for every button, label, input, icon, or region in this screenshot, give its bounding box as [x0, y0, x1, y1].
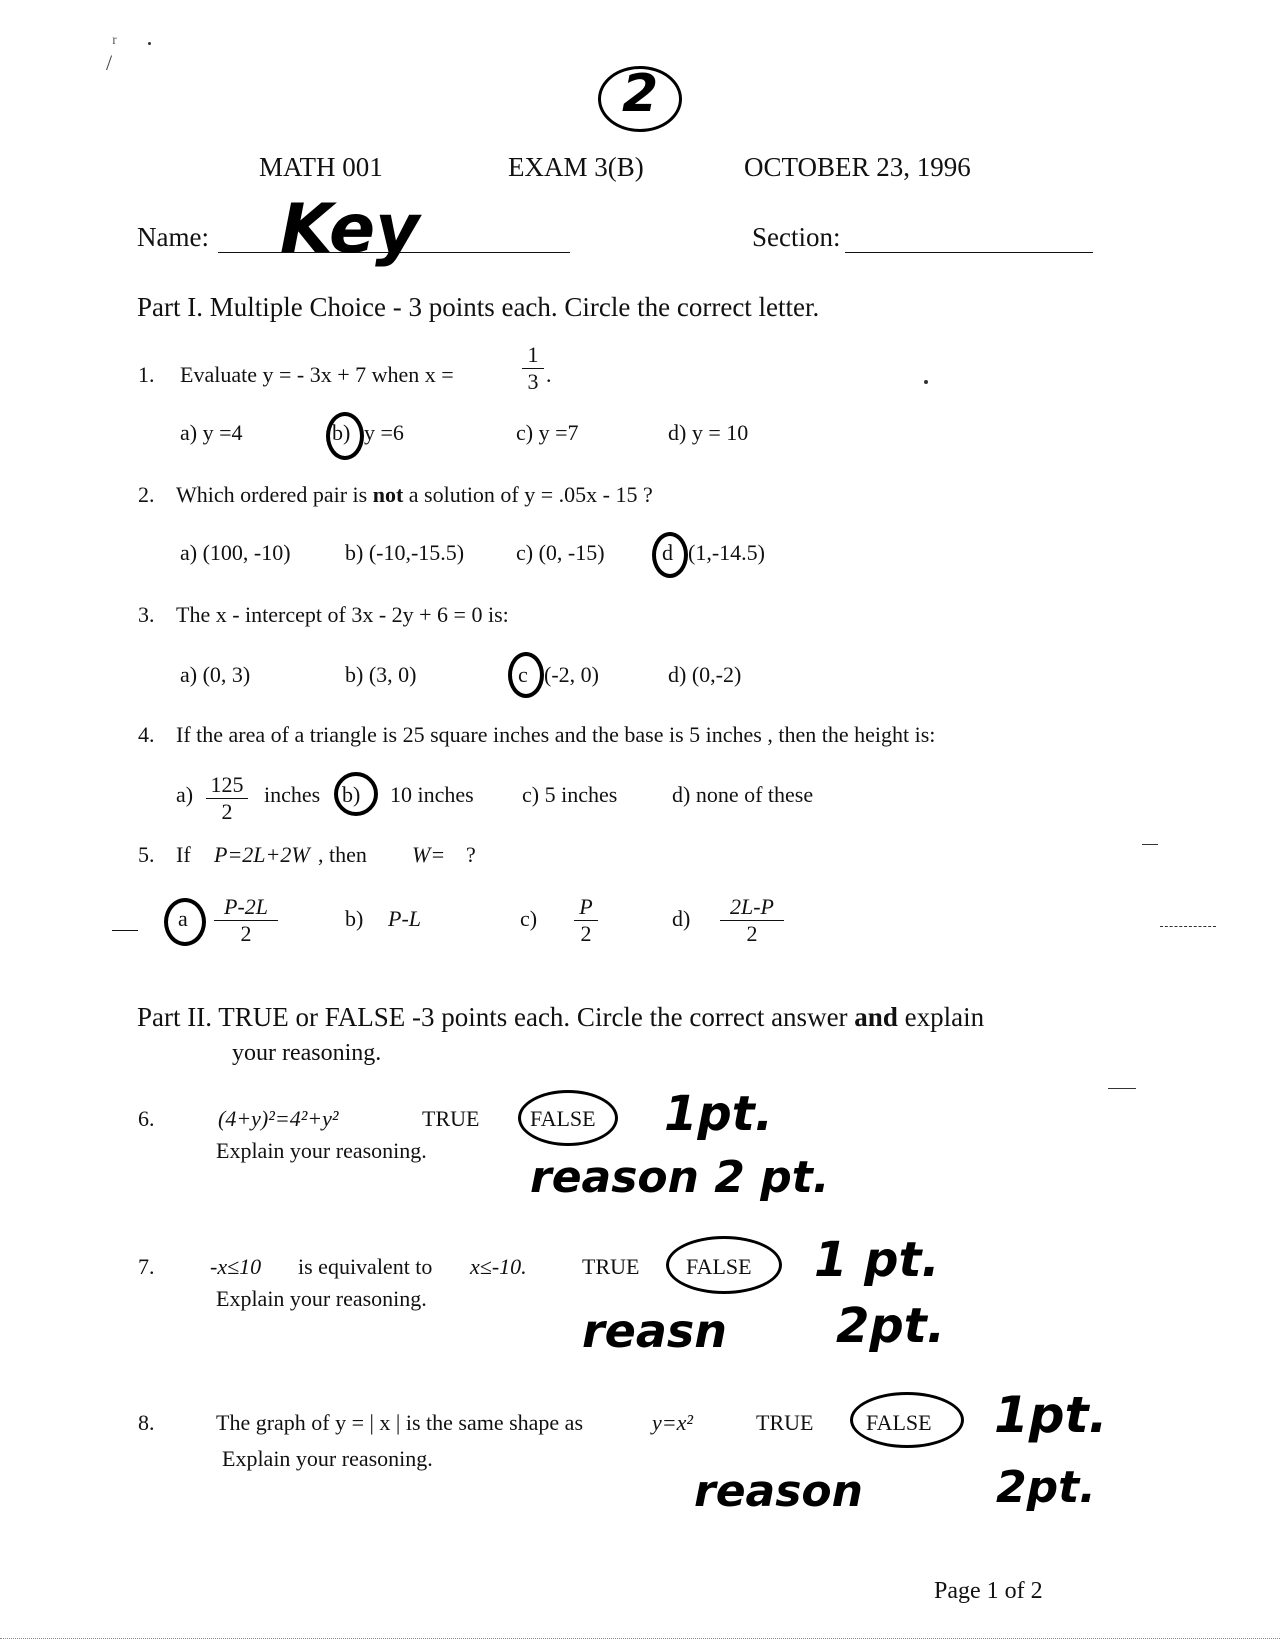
q1-period: .: [546, 362, 552, 387]
page-footer: Page 1 of 2: [934, 1578, 1043, 1604]
q3-option-c: (-2, 0): [544, 662, 599, 687]
q6-explain: Explain your reasoning.: [216, 1138, 427, 1163]
name-label: Name:: [137, 222, 209, 252]
section-line: [845, 252, 1093, 253]
q8-explain: Explain your reasoning.: [222, 1446, 433, 1471]
part2-heading-post: explain: [897, 1002, 985, 1032]
q2-option-d: (1,-14.5): [688, 540, 765, 565]
q4-option-a-fraction: [206, 772, 248, 825]
q3-option-b: b) (3, 0): [345, 662, 417, 687]
q5-question-mark: ?: [466, 842, 476, 867]
margin-dash: [1160, 926, 1216, 927]
q4-a-num: 125: [206, 772, 248, 799]
q6-score-answer: 1pt.: [664, 1086, 773, 1142]
q1-number: 1.: [138, 362, 155, 387]
q7-expression-b: x≤-10.: [470, 1254, 527, 1279]
part1-heading: Part I. Multiple Choice - 3 points each. Circle the correct letter.: [137, 292, 820, 322]
q3-number: 3.: [138, 602, 155, 627]
q1-frac-num: 1: [522, 342, 544, 369]
q8-score-answer: 1pt.: [994, 1386, 1108, 1444]
margin-dash: [112, 930, 138, 931]
exam-date: OCTOBER 23, 1996: [744, 152, 971, 182]
q7-score-reason-points: 2pt.: [836, 1298, 945, 1354]
q7-score-answer: 1 pt.: [814, 1232, 940, 1288]
q8-score-reason: reason: [694, 1466, 863, 1517]
q8-expression: y=x²: [652, 1410, 693, 1435]
q5-option-a-letter: a: [178, 906, 188, 931]
q7-mid: is equivalent to: [298, 1254, 433, 1279]
q5-a-num: P-2L: [214, 894, 278, 921]
q5-then: , then: [318, 842, 367, 867]
margin-dash: [1108, 1088, 1136, 1089]
q4-a-den: 2: [221, 799, 233, 824]
q5-d-num: 2L-P: [720, 894, 784, 921]
stray-dot: [148, 42, 151, 45]
q5-option-b: P-L: [388, 906, 421, 931]
q7-expression-a: -x≤10: [210, 1254, 262, 1279]
q8-true: TRUE: [756, 1410, 814, 1435]
q5-a-den: 2: [240, 921, 252, 946]
q7-number: 7.: [138, 1254, 155, 1279]
exam-title: EXAM 3(B): [508, 152, 644, 182]
q8-number: 8.: [138, 1410, 155, 1435]
q6-true: TRUE: [422, 1106, 480, 1131]
q5-d-den: 2: [746, 921, 758, 946]
q4-option-d: d) none of these: [672, 782, 814, 807]
q6-false: FALSE: [530, 1106, 596, 1131]
q8-stem: The graph of y = | x | is the same shape as: [216, 1410, 584, 1435]
q2-number: 2.: [138, 482, 155, 507]
q1-fraction: [522, 342, 544, 395]
margin-dash: [1142, 844, 1158, 845]
q5-option-b-label: b): [345, 906, 364, 931]
q5-w: W=: [412, 842, 446, 867]
q2-option-b: b) (-10,-15.5): [345, 540, 465, 565]
q5-option-c-label: c): [520, 906, 538, 931]
q4-option-c: c) 5 inches: [522, 782, 618, 807]
q2-stem-post: a solution of y = .05x - 15 ?: [403, 482, 653, 507]
q1-option-a: a) y =4: [180, 420, 243, 445]
q4-option-a-label: a): [176, 782, 194, 807]
q3-option-c-letter: c: [518, 662, 528, 687]
q2-option-c: c) (0, -15): [516, 540, 605, 565]
page-mark: 2: [622, 64, 659, 124]
q1-option-b: y =6: [364, 420, 404, 445]
q2-option-a: a) (100, -10): [180, 540, 291, 565]
q7-score-reason: reasn: [582, 1304, 728, 1358]
q1-frac-den: 3: [527, 369, 539, 394]
q6-score-reason: reason 2 pt.: [530, 1152, 830, 1203]
q2-stem-not: not: [372, 482, 404, 507]
q4-stem: If the area of a triangle is 25 square inches and the base is 5 inches , then the height is:: [176, 722, 936, 747]
name-value: Key: [280, 190, 420, 269]
q5-option-a-fraction: [214, 894, 278, 947]
q2-option-d-letter: d: [662, 540, 673, 565]
q4-number: 4.: [138, 722, 155, 747]
course-title: MATH 001: [259, 152, 383, 182]
part2-heading-and: and: [854, 1002, 898, 1032]
q7-false: FALSE: [686, 1254, 752, 1279]
q7-explain: Explain your reasoning.: [216, 1286, 427, 1311]
part2-heading-line2: your reasoning.: [232, 1040, 382, 1066]
q3-option-a: a) (0, 3): [180, 662, 251, 687]
section-label: Section:: [752, 222, 841, 252]
q2-stem-pre: Which ordered pair is: [176, 482, 373, 507]
q7-true: TRUE: [582, 1254, 640, 1279]
part2-heading-pre: Part II. TRUE or FALSE -3 points each. Circle the correct answer: [137, 1002, 855, 1032]
q5-option-d-label: d): [672, 906, 691, 931]
q6-expression: (4+y)²=4²+y²: [218, 1106, 339, 1131]
q4-option-b-letter: b): [342, 782, 361, 807]
q5-number: 5.: [138, 842, 155, 867]
stray-mark: /: [106, 50, 113, 75]
stray-dot: [924, 380, 928, 384]
q5-if: If: [176, 842, 191, 867]
q4-option-a-unit: inches: [264, 782, 321, 807]
q8-score-reason-points: 2pt.: [996, 1462, 1096, 1513]
q5-option-d-fraction: [720, 894, 784, 947]
q1-stem: Evaluate y = - 3x + 7 when x =: [180, 362, 454, 387]
stray-mark: ʳ: [112, 30, 117, 55]
q5-c-den: 2: [580, 921, 592, 946]
q1-option-c: c) y =7: [516, 420, 579, 445]
q1-option-b-letter: b): [332, 420, 351, 445]
q3-stem: The x - intercept of 3x - 2y + 6 = 0 is:: [176, 602, 509, 627]
q3-option-d: d) (0,-2): [668, 662, 742, 687]
q5-equation: P=2L+2W: [214, 842, 310, 867]
q5-option-c-fraction: [574, 894, 598, 947]
scan-noise-line: [0, 1638, 1280, 1639]
part2-heading: [137, 1002, 984, 1033]
q4-option-b: 10 inches: [390, 782, 474, 807]
q8-false: FALSE: [866, 1410, 932, 1435]
q2-stem: [176, 482, 653, 508]
q6-number: 6.: [138, 1106, 155, 1131]
q5-c-num: P: [574, 894, 598, 921]
q1-option-d: d) y = 10: [668, 420, 749, 445]
